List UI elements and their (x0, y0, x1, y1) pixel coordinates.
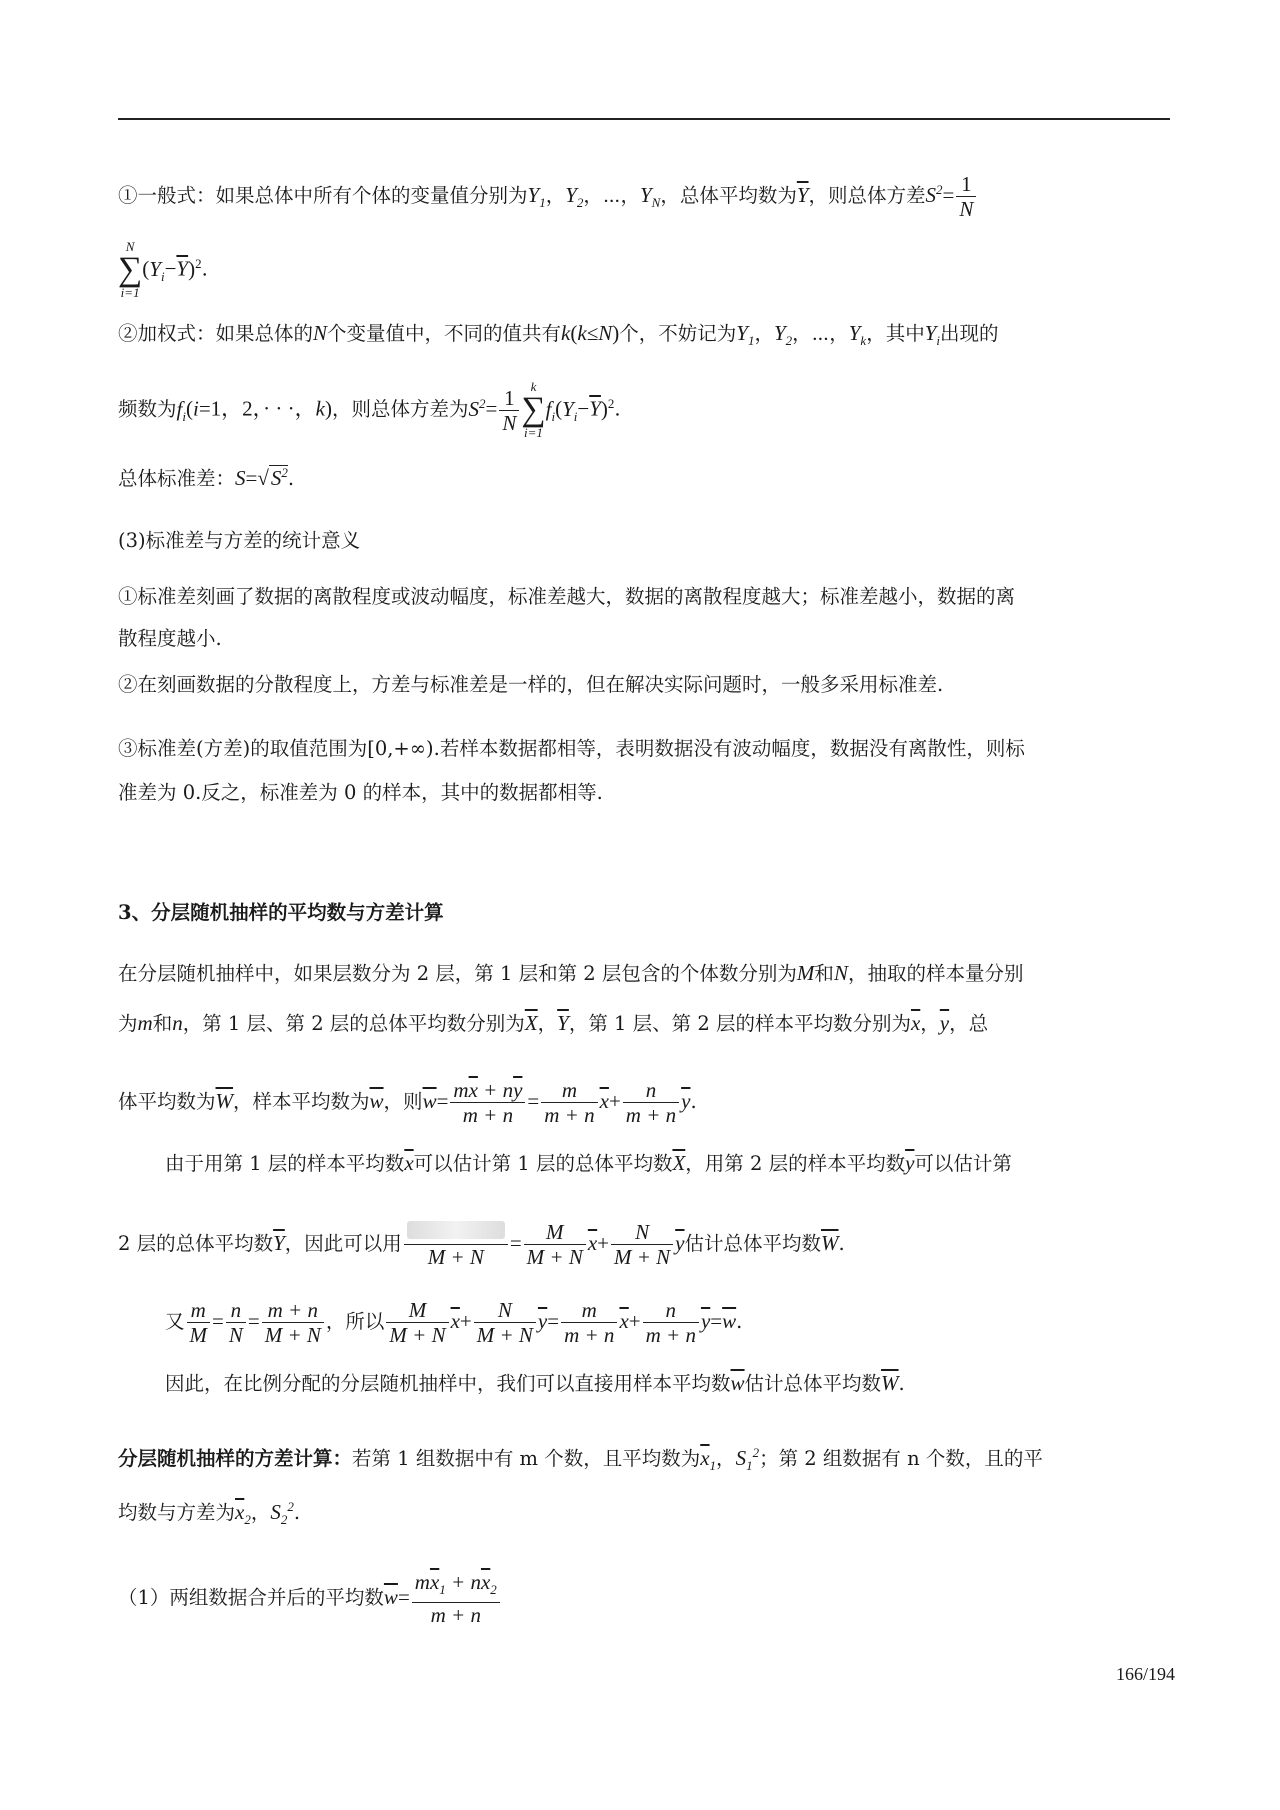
section-3-heading: (3)标准差与方差的统计意义 (118, 529, 361, 552)
stratified-line6: 又 $\frac{m}{M}$ = $\frac{n}{N}$ = $\frac{m + n}{M + N}$ ，所以 $\frac{M}{M + N}$ $\overline{x}+$ $\frac{N}{M + N}$ $\overline{y}=$ $\frac{m}{m + n}$ $\overline{x}+$ $\frac{n}{m + n}$ $\overline{y}=\overline{w}$. (165, 1298, 743, 1347)
header-rule (118, 118, 1170, 120)
general-formula-line1: ①一般式：如果总体中所有个体的变量值分别为$Y_1$，$Y_2$，⋯，$Y_N$，总体平均数为$\overline{Y}$，则总体方差$S^2=$ $\frac{1}{N}$ (118, 172, 1178, 221)
meaning-1-line2: 散程度越小. (118, 627, 222, 650)
meaning-3-line1: ③标准差(方差)的取值范围为[0,+∞).若样本数据都相等，表明数据没有波动幅度，数据没有离散性，则标 (118, 737, 1025, 760)
page-number: 166/194 (1116, 1664, 1176, 1684)
variance-line2: 均数与方差为$\overline{x}_2$，$S_2^2$. (118, 1499, 301, 1528)
fraction-1-over-N: $\frac{1}{N}$ (956, 172, 976, 221)
stratified-line1: 在分层随机抽样中，如果层数分为 2 层，第 1 层和第 2 层包含的个体数分别为M和N，抽取的样本量分别 (118, 961, 1024, 985)
general-formula-line2: N ∑ $i=1(Y_i-\overline{Y})^2$. (118, 239, 208, 300)
meaning-3-line2: 准差为 0.反之，标准差为 0 的样本，其中的数据都相等. (118, 781, 603, 804)
variance-line1: 分层随机抽样的方差计算：若第 1 组数据中有 m 个数，且平均数为$\overline{x}_1$，$S_1^2$；第 2 组数据有 n 个数，且的平 (118, 1445, 1043, 1474)
meaning-1-line1: ①标准差刻画了数据的离散程度或波动幅度，标准差越大，数据的离散程度越大；标准差越小，数据的离 (118, 585, 1016, 608)
population-stddev-line: 总体标准差：$S=√S^2$. (118, 465, 295, 490)
weighted-formula-line1: ②加权式：如果总体的N个变量值中，不同的值共有k(k≤N)个，不妨记为$Y_1$，$Y_2$，⋯，$Y_k$，其中$Y_i$出现的 (118, 321, 999, 349)
variance-item1: （1）两组数据合并后的平均数$\overline{w}=$ $\frac{m\overline{x}_1 + n\overline{x}_2}{m + n}$ (118, 1570, 1178, 1627)
stratified-line4: 由于用第 1 层的样本平均数$\overline{x}$可以估计第 1 层的总体平均数$\overline{X}$，用第 2 层的样本平均数$\overline{y}$可以估计第 (165, 1151, 1012, 1175)
stratified-line3: 体平均数为$\overline{W}$，样本平均数为$\overline{w}$，则$\overline{w}=$ $\frac{m\overline{x} + n\overline{y}}{m + n}$ = $\frac{m}{m + n}$ $\overline{x}+$ $\frac{n}{m + n}$ $\overline{y}$. (118, 1078, 697, 1127)
summation-symbol: N ∑ i=1 (118, 239, 143, 300)
meaning-2: ②在刻画数据的分散程度上，方差与标准差是一样的，但在解决实际问题时，一般多采用标准差. (118, 673, 944, 696)
weighted-formula-line2: 频数为$f_i(i=1$，2，· · ·，k)，则总体方差为$S^2=$ $\frac{1}{N}$ k ∑ $i=1f_i(Y_i-\overline{Y})^2$. (118, 379, 621, 440)
stratified-line7: 因此，在比例分配的分层随机抽样中，我们可以直接用样本平均数$\overline{w}$估计总体平均数$\overline{W}$. (165, 1371, 905, 1395)
blurred-numerator (407, 1221, 505, 1239)
stratified-line5: 2 层的总体平均数$\overline{Y}$，因此可以用 M + N = $\frac{M}{M + N}$ $\overline{x}+$ $\frac{N}{M + N}$ $\overline{y}$估计总体平均数$\overline{W}$. (118, 1220, 845, 1269)
stratified-line2: 为m和n，第 1 层、第 2 层的总体平均数分别为$\overline{X}$，$\overline{Y}$，第 1 层、第 2 层的样本平均数分别为$\overline{x}$，$\overline{y}$，总 (118, 1011, 989, 1035)
heading-stratified-sampling: 3、分层随机抽样的平均数与方差计算 (118, 901, 444, 924)
